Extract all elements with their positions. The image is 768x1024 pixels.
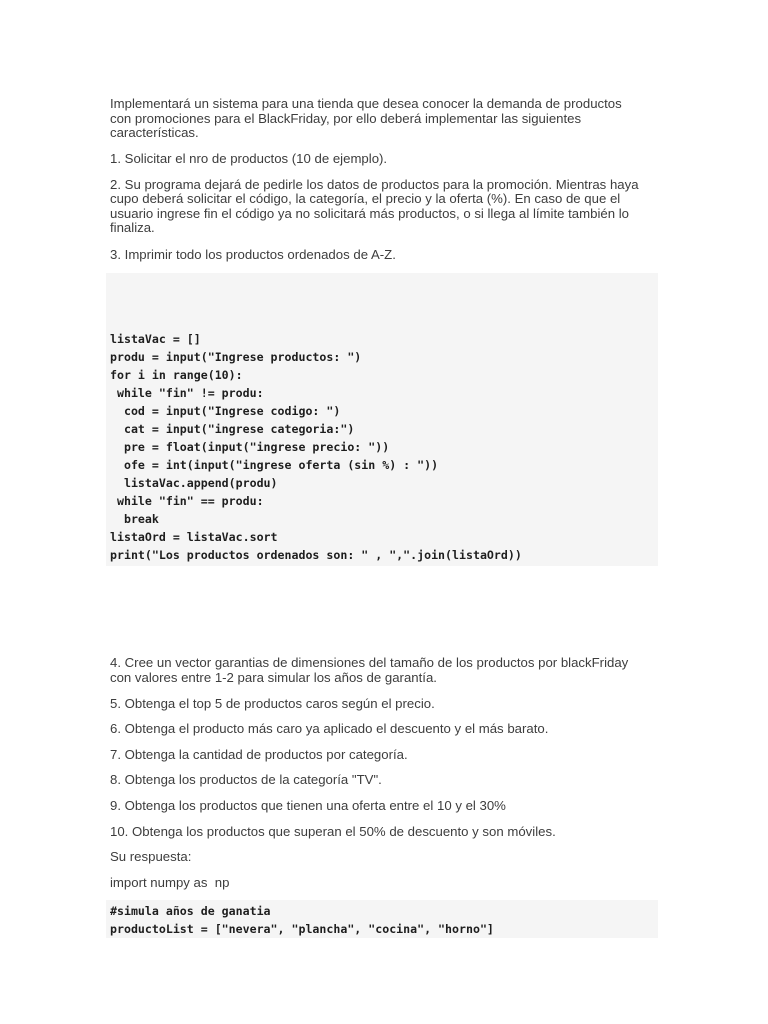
- code-block-1: [106, 273, 658, 566]
- item-1: 1. Solicitar el nro de productos (10 de ejemplo).: [110, 151, 388, 166]
- code-line: listaOrd = listaVac.sort: [110, 530, 278, 544]
- code-block-2: [106, 900, 658, 938]
- item-4-line-1: 4. Cree un vector garantias de dimensiones del tamaño de los productos por blackFriday: [110, 655, 629, 670]
- item-7: 7. Obtenga la cantidad de productos por categoría.: [110, 747, 408, 762]
- item-2-line-4: finaliza.: [110, 220, 155, 235]
- code-line: produ = input("Ingrese productos: "): [110, 350, 362, 364]
- code-line: break: [110, 512, 159, 526]
- code-line: cod = input("Ingrese codigo: "): [110, 404, 341, 418]
- item-6: 6. Obtenga el producto más caro ya aplicado el descuento y el más barato.: [110, 721, 549, 736]
- code-line: while "fin" == produ:: [110, 494, 264, 508]
- item-4-line-2: con valores entre 1-2 para simular los años de garantía.: [110, 670, 437, 685]
- code-line: ofe = int(input("ingrese oferta (sin %) : ")): [110, 458, 439, 472]
- code-comment: #simula años de ganatia: [110, 904, 271, 918]
- code-line: listaVac = []: [110, 332, 201, 346]
- code-line: listaVac.append(produ): [110, 476, 278, 490]
- code-line: for i in range(10):: [110, 368, 243, 382]
- item-9: 9. Obtenga los productos que tienen una oferta entre el 10 y el 30%: [110, 798, 506, 813]
- item-2-line-2: cupo deberá solicitar el código, la categoría, el precio y la oferta (%). En caso de que el: [110, 191, 621, 206]
- code-line: productoList = ["nevera", "plancha", "cocina", "horno"]: [110, 922, 494, 936]
- item-10: 10. Obtenga los productos que superan el 50% de descuento y son móviles.: [110, 824, 556, 839]
- item-8: 8. Obtenga los productos de la categoría "TV".: [110, 772, 382, 787]
- code-line: pre = float(input("ingrese precio: ")): [110, 440, 390, 454]
- answer-label: Su respuesta:: [110, 849, 192, 864]
- intro-line-3: características.: [110, 125, 199, 140]
- item-2-line-3: usuario ingrese fin el código ya no solicitará más productos, o si llega al límite también lo: [110, 206, 629, 221]
- item-3: 3. Imprimir todo los productos ordenados de A-Z.: [110, 247, 396, 262]
- code-line: while "fin" != produ:: [110, 386, 264, 400]
- intro-line-2: con promociones para el BlackFriday, por ello deberá implementar las siguientes: [110, 111, 582, 126]
- code-line: print("Los productos ordenados son: " , ",".join(listaOrd)): [110, 548, 522, 562]
- intro-line-1: Implementará un sistema para una tienda que desea conocer la demanda de productos: [110, 96, 622, 111]
- item-5: 5. Obtenga el top 5 de productos caros según el precio.: [110, 696, 435, 711]
- import-line: import numpy as np: [110, 875, 230, 890]
- code-line: cat = input("ingrese categoria:"): [110, 422, 355, 436]
- item-2-line-1: 2. Su programa dejará de pedirle los datos de productos para la promoción. Mientras haya: [110, 177, 639, 192]
